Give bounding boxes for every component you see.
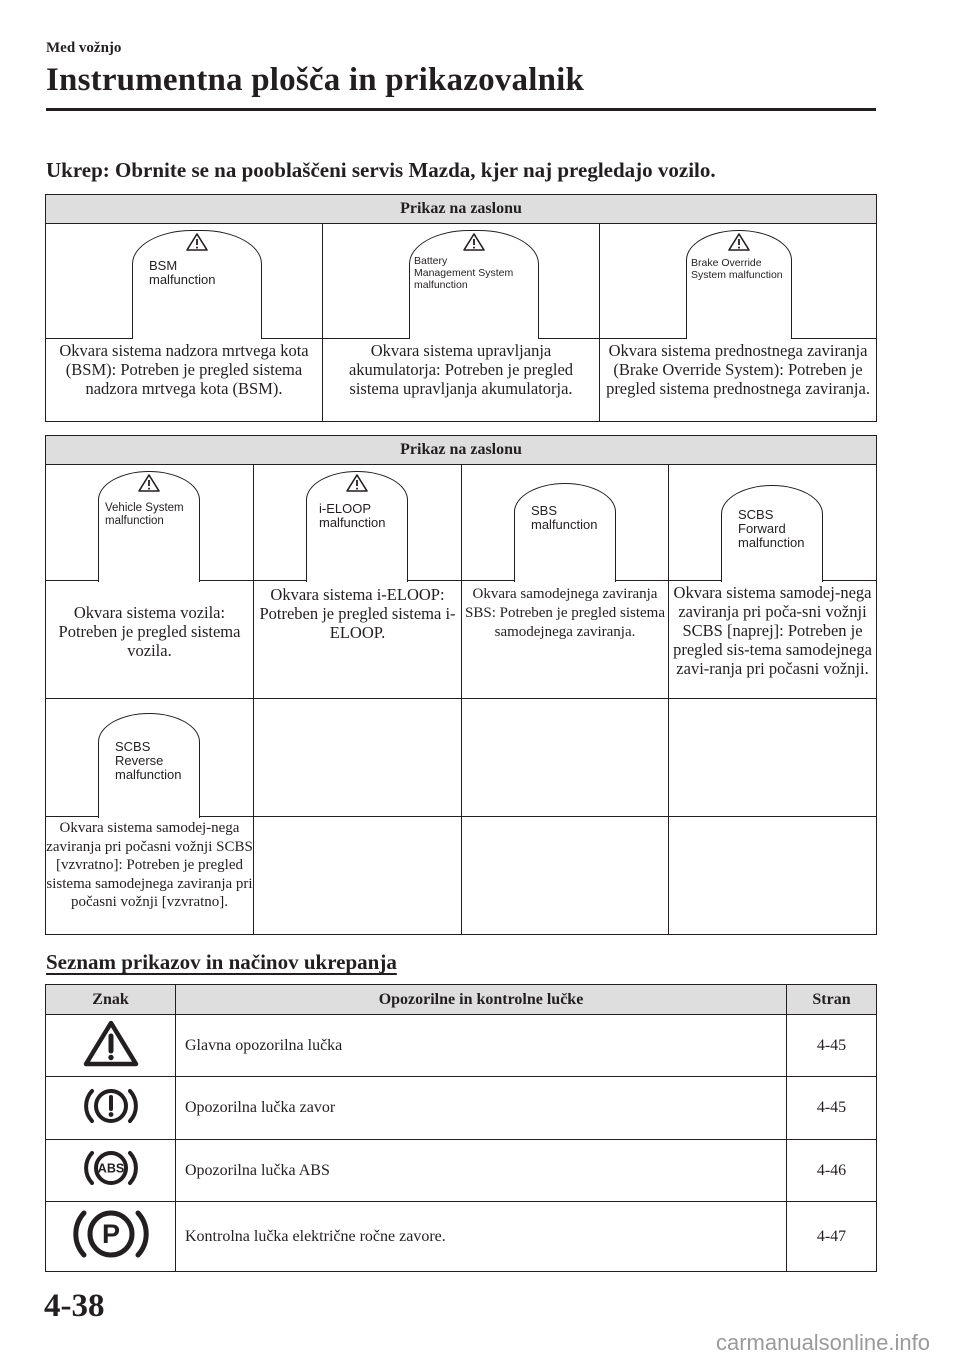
column-header-page: Stran	[787, 985, 877, 1015]
display-cell-bsm	[46, 224, 323, 339]
display-screen	[686, 230, 792, 339]
row-text: Opozorilna lučka zavor	[176, 1077, 787, 1140]
display-cell-scbs-reverse	[46, 699, 254, 817]
display-screen	[721, 485, 823, 582]
page-title: Instrumentna plošča in prikazovalnik	[46, 62, 585, 98]
display-cell-sbs	[462, 465, 669, 581]
warning-triangle-icon	[186, 233, 208, 251]
display-screen	[98, 471, 200, 582]
display-cell-i-eloop	[254, 465, 462, 581]
indicator-list-table	[45, 984, 877, 1272]
table-row	[46, 1202, 877, 1272]
row-text: Glavna opozorilna lučka	[176, 1015, 787, 1077]
row-text: Kontrolna lučka električne ročne zavore.	[176, 1202, 787, 1272]
display-screen	[306, 471, 408, 582]
master-warning-icon	[83, 1019, 139, 1067]
display-message: Vehicle System malfunction	[105, 502, 184, 527]
display-message: SBS malfunction	[531, 503, 598, 532]
instruction-heading: Ukrep: Obrnite se na pooblaščeni servis Mazda, kjer naj pregledajo vozilo.	[46, 158, 716, 182]
display-message: i-ELOOP malfunction	[319, 501, 386, 530]
display-screen	[409, 230, 539, 339]
warning-triangle-icon	[138, 474, 160, 492]
watermark[interactable]: carmanualsonline.info	[715, 1330, 930, 1355]
warning-triangle-icon	[728, 233, 750, 251]
page-number: 4-38	[44, 1288, 105, 1324]
display-message: Brake Override System malfunction	[691, 257, 783, 281]
column-header-sign: Znak	[46, 985, 176, 1015]
parking-icon-label: P	[101, 1219, 120, 1249]
row-page: 4-45	[787, 1077, 877, 1140]
display-message: Battery Management System malfunction	[414, 255, 514, 291]
icon-cell	[46, 1077, 176, 1140]
empty-cell	[669, 699, 877, 817]
display-message: SCBS Reverse malfunction	[115, 739, 182, 782]
row-text: Opozorilna lučka ABS	[176, 1140, 787, 1202]
display-message: SCBS Forward malfunction	[738, 507, 805, 550]
table-header: Prikaz na zaslonu	[46, 195, 877, 224]
display-screen	[132, 230, 262, 339]
empty-cell	[669, 817, 877, 935]
display-description: Okvara sistema i-ELOOP: Potreben je pregled sistema i-ELOOP.	[254, 581, 462, 699]
display-description: Okvara sistema vozila: Potreben je pregled sistema vozila.	[46, 581, 254, 699]
display-cell-battery	[323, 224, 600, 339]
display-description: Okvara samodejnega zaviranja SBS: Potreben je pregled sistema samodejnega zaviranja.	[462, 581, 669, 699]
table-row	[46, 1015, 877, 1077]
icon-cell	[46, 1140, 176, 1202]
display-description: Okvara sistema nadzora mrtvega kota (BSM): Potreben je pregled sistema nadzora mrtvega kota (BSM).	[46, 339, 323, 422]
display-cell-brake-override	[600, 224, 877, 339]
empty-cell	[462, 817, 669, 935]
title-rule	[46, 108, 876, 111]
empty-cell	[254, 699, 462, 817]
display-cell-scbs-forward	[669, 465, 877, 581]
warning-triangle-icon	[346, 474, 368, 492]
warning-triangle-icon	[463, 233, 485, 251]
empty-cell	[254, 817, 462, 935]
display-screen	[98, 713, 200, 818]
row-page: 4-46	[787, 1140, 877, 1202]
parking-brake-icon	[70, 1204, 152, 1264]
abs-icon-label: ABS	[97, 1161, 124, 1176]
icon-cell	[46, 1015, 176, 1077]
abs-warning-icon	[81, 1145, 141, 1191]
display-screen	[514, 483, 616, 582]
display-description: Okvara sistema samodej-nega zaviranja pri počasni vožnji SCBS [vzvratno]: Potreben je pregled sistema samodejnega zaviranja pri počasni vožnji [vzvratno].	[46, 817, 254, 935]
table-header: Prikaz na zaslonu	[46, 436, 877, 465]
row-page: 4-47	[787, 1202, 877, 1272]
section-label: Med vožnjo	[46, 40, 122, 56]
row-page: 4-45	[787, 1015, 877, 1077]
brake-warning-icon	[81, 1083, 141, 1129]
display-message: BSM malfunction	[149, 258, 216, 287]
list-heading: Seznam prikazov in načinov ukrepanja	[46, 950, 397, 974]
table-row	[46, 1077, 877, 1140]
column-header-lights: Opozorilne in kontrolne lučke	[176, 985, 787, 1015]
display-description: Okvara sistema upravljanja akumulatorja: Potreben je pregled sistema upravljanja akumulatorja.	[323, 339, 600, 422]
display-cell-vehicle-system	[46, 465, 254, 581]
display-table-2	[45, 435, 877, 935]
display-table-1	[45, 194, 877, 422]
icon-cell	[46, 1202, 176, 1272]
table-row	[46, 1140, 877, 1202]
display-description: Okvara sistema samodej-nega zaviranja pri poča-sni vožnji SCBS [naprej]: Potreben je pregled sis-tema samodejnega zavi-ranja pri počasni vožnji.	[669, 581, 877, 699]
empty-cell	[462, 699, 669, 817]
display-description: Okvara sistema prednostnega zaviranja (Brake Override System): Potreben je pregled sistema prednostnega zaviranja.	[600, 339, 877, 422]
